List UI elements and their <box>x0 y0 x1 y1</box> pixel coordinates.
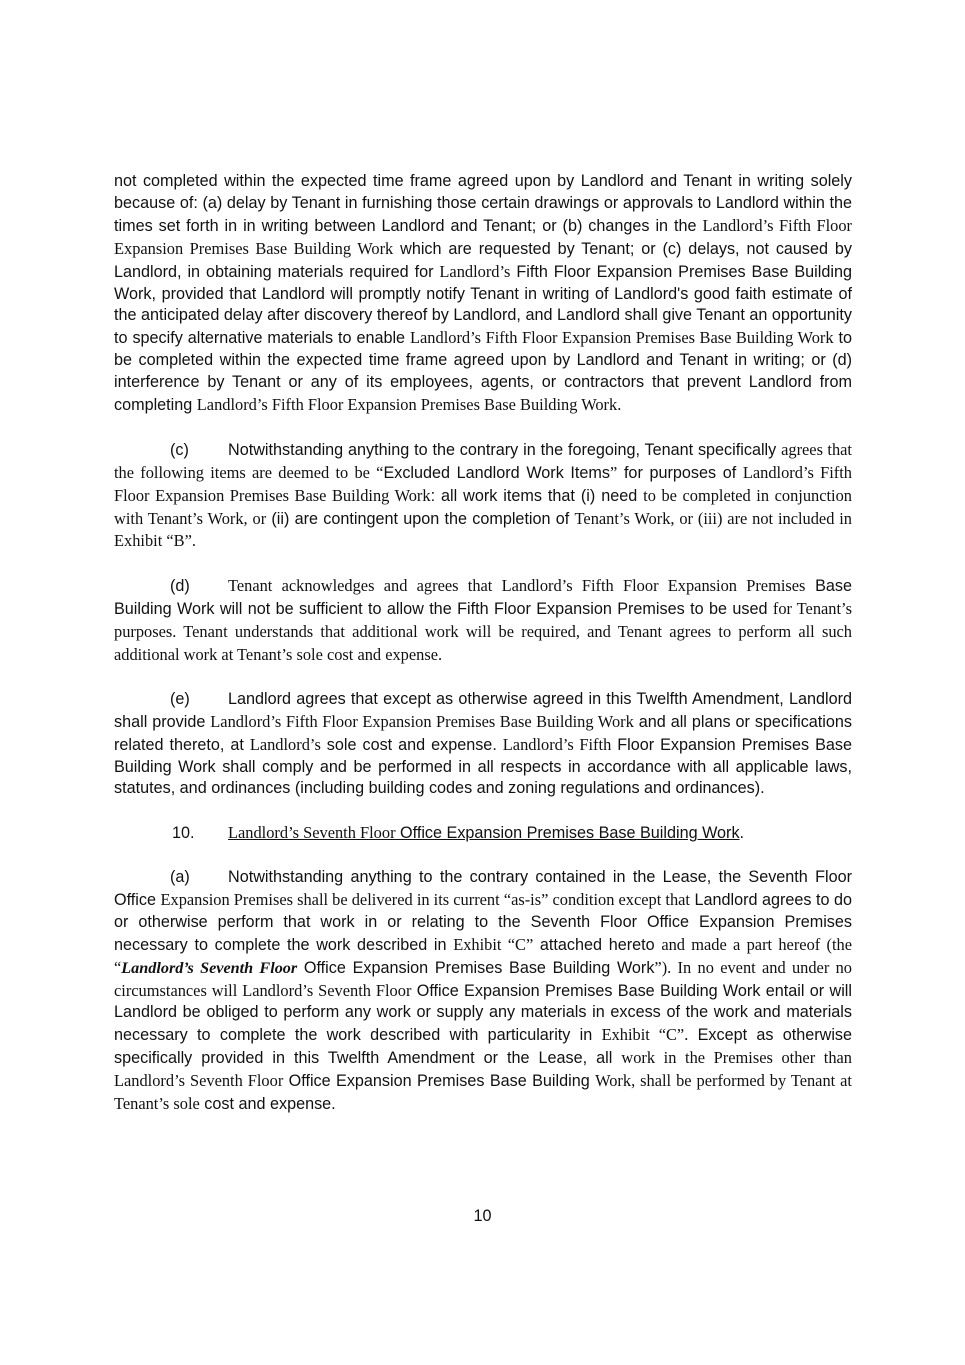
text-run: Landlord’s <box>249 734 321 754</box>
text-run: Exhibit “C” <box>453 934 534 954</box>
text-run: (ii) are contingent upon the completion of <box>266 509 575 528</box>
text-run: Office Expansion Premises Base Building <box>283 1072 596 1091</box>
document-body <box>114 171 852 1116</box>
text-run: . <box>739 824 745 843</box>
paragraph-a <box>114 867 852 1116</box>
text-run: Except as otherwise specifically provided in this Twelfth Amendment or the Lease, all <box>114 1026 853 1068</box>
text-run: Office Expansion Premises Base Building Work entail or will Landlord be obliged to perform any work or supply any materials in excess of the work and materials necessary to complete the work described with particularity in <box>114 981 852 1045</box>
text-run: Notwithstanding anything to the contrary contained in the Lease, the Seventh Floor Office <box>114 868 852 909</box>
text-run: Landlord’s <box>439 261 511 281</box>
text-run: Landlord’s Fifth Floor Expansion Premises Base Building Work <box>210 711 634 731</box>
text-run: Floor Expansion Premises Base Building Work shall comply and be performed in all respects in accordance with all applicable laws, statutes, and ordinances (including building codes and zoning regulations and ordinances). <box>114 735 852 798</box>
text-run: cost and expense. <box>199 1095 336 1114</box>
text-run: Base Building Work will not be sufficient to allow the Fifth Floor Expansion Premises to be used <box>114 577 852 619</box>
text-run: Excluded Landlord Work Items <box>383 463 611 482</box>
text-run: and all plans or specifications related thereto, at <box>114 712 852 754</box>
page-number: 10 <box>473 1207 492 1225</box>
paragraph-label: (d) <box>170 577 190 596</box>
section-number: 10. <box>172 824 195 843</box>
text-run: for purposes of <box>617 463 743 482</box>
text-run: for Tenant’s purposes. Tenant understands that additional work will be required, and Tenant agrees to perform all such additional work at Tenant’s sole cost and expense. <box>114 599 852 664</box>
text-run: : all work items that (i) need <box>430 486 644 505</box>
paragraph-c <box>114 439 852 554</box>
paragraph-continuation <box>114 171 852 417</box>
text-run: Office Expansion Premises Base Building Work <box>297 958 655 977</box>
section-title: Landlord’s Seventh Floor <box>228 823 396 843</box>
paragraph-label: (c) <box>170 440 189 459</box>
text-run: sole cost and expense. <box>320 735 503 754</box>
paragraph-e <box>114 689 852 801</box>
paragraph-d <box>114 575 852 667</box>
section-title: Office Expansion Premises Base Building Work <box>395 824 740 843</box>
text-run: Work, shall be performed by Tenant at Tenant’s sole <box>114 1071 852 1114</box>
text-run: Notwithstanding anything to the contrary in the foregoing, Tenant specifically <box>228 440 782 459</box>
defined-term: Landlord’s Seventh Floor <box>121 958 298 977</box>
text-run: Landlord’s Fifth Floor Expansion Premises Base Building Work <box>114 215 853 258</box>
text-run: Tenant’s Work, or (iii) are not included in Exhibit “B”. <box>114 508 852 551</box>
text-run: Landlord’s Fifth <box>502 734 612 754</box>
text-run: to be completed within the expected time frame agreed upon by Landlord and Tenant in writing; or (d) interference by Tenant or any of its employees, agents, or contractors that prevent Landlord from completing <box>114 329 853 415</box>
text-run: Landlord’s Fifth Floor Expansion Premises Base Building Work <box>114 462 852 505</box>
text-run: Landlord’s Fifth Floor Expansion Premises Base Building Work. <box>196 395 622 415</box>
text-run: Landlord’s Fifth Floor Expansion Premises Base Building Work <box>410 328 834 348</box>
section-heading-10 <box>114 822 852 845</box>
text-run: to be completed in conjunction with Tenant’s Work, or <box>114 485 852 528</box>
text-run: Landlord agrees that except as otherwise agreed in this Twelfth Amendment, Landlord shall provide <box>114 689 852 731</box>
text-run: ”). In no event and under no circumstances will Landlord’s Seventh Floor <box>114 957 852 1000</box>
text-run: agrees that the following items are deemed to be “ <box>114 439 852 482</box>
text-run: Expansion Premises shall be delivered in its current “as-is” condition except that <box>160 889 690 909</box>
text-run: Exhibit “C”. <box>601 1025 689 1045</box>
text-run: ” <box>610 462 618 482</box>
text-run: Fifth Floor Expansion Premises Base Building Work, provided that Landlord will promptly notify Tenant in writing of Landlord's good faith estimate of the anticipated delay after discovery thereof by Landlord, and Landlord shall give Tenant an opportunity to specify alternative materials to enable <box>114 262 852 348</box>
text-run: not completed within the expected time frame agreed upon by Landlord and Tenant in writing solely because of: (a) delay by Tenant in furnishing those certain drawings or approvals to Landlord within the times set forth in in writing between Landlord and Tenant; or (b) changes in the <box>114 172 852 235</box>
text-run: Tenant acknowledges and agrees that Landlord’s Fifth Floor Expansion Premises <box>228 576 806 596</box>
text-run: Landlord agrees to do or otherwise perform that work in or relating to the Seventh Floor Office Expansion Premises necessary to complete the work described in <box>114 890 853 954</box>
text-run: and made a part hereof (the “ <box>114 934 852 977</box>
paragraph-label: (a) <box>170 868 190 887</box>
text-run: which are requested by Tenant; or (c) delays, not caused by Landlord, in obtaining materials required for <box>114 239 853 281</box>
text-run: attached hereto <box>533 935 662 954</box>
text-run: work in the Premises other than Landlord’s Seventh Floor <box>114 1048 852 1091</box>
paragraph-label: (e) <box>170 689 190 708</box>
